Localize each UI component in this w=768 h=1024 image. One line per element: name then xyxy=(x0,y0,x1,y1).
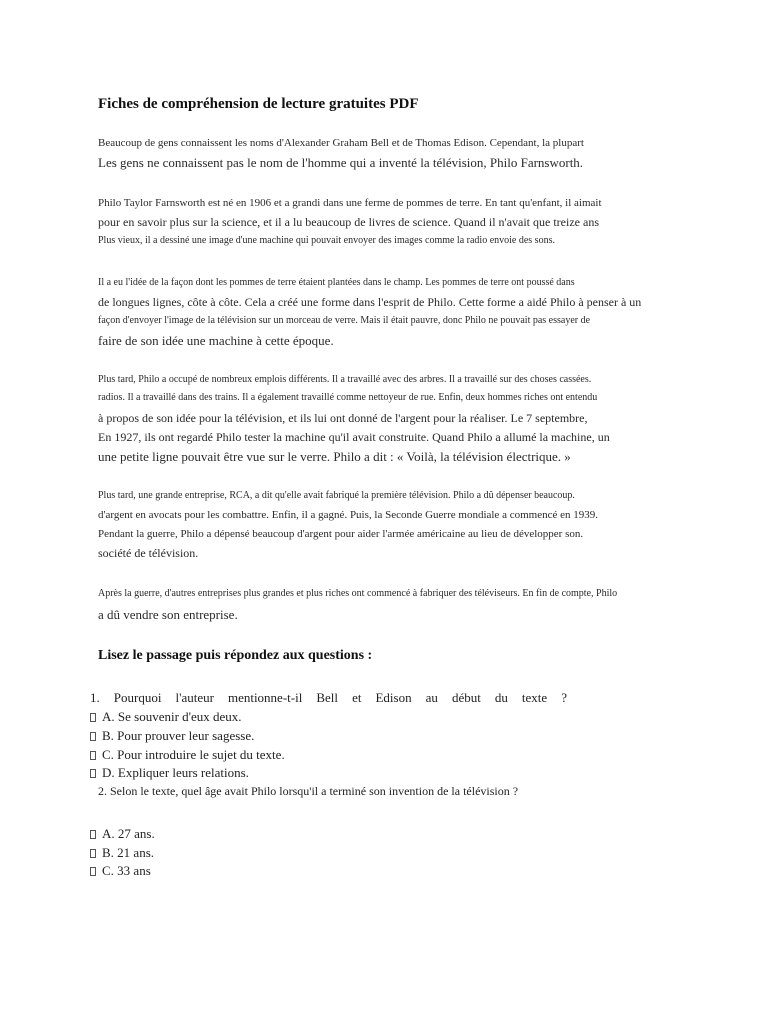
checkbox-icon[interactable] xyxy=(90,867,96,876)
question-word: Pourquoi xyxy=(113,690,162,705)
question-word: début xyxy=(451,690,481,705)
option-label: B. 21 ans. xyxy=(102,845,154,860)
checkbox-icon[interactable] xyxy=(90,732,96,741)
paragraph-5-line-1: Plus tard, une grande entreprise, RCA, a dit qu'elle avait fabriqué la première télévision. Philo a dû dépenser beaucoup. xyxy=(98,490,575,501)
question-2-option-b[interactable] xyxy=(90,845,154,861)
question-word: Edison xyxy=(375,690,412,705)
option-label: B. Pour prouver leur sagesse. xyxy=(102,728,255,743)
paragraph-2-line-2: pour en savoir plus sur la science, et il a lu beaucoup de livres de science. Quand il n'avait que treize ans xyxy=(98,215,599,229)
question-2-option-c[interactable] xyxy=(90,863,151,879)
paragraph-1-line-1: Beaucoup de gens connaissent les noms d'Alexander Graham Bell et de Thomas Edison. Cependant, la plupart xyxy=(98,137,584,149)
paragraph-4-line-5: une petite ligne pouvait être vue sur le verre. Philo a dit : « Voilà, la télévision électrique. » xyxy=(98,449,571,464)
paragraph-3-line-3: façon d'envoyer l'image de la télévision sur un morceau de verre. Mais il était pauvre, donc Philo ne pouvait pas essayer de xyxy=(98,315,591,326)
option-label: A. 27 ans. xyxy=(102,826,155,841)
paragraph-5-line-3: Pendant la guerre, Philo a dépensé beaucoup d'argent pour aider l'armée américaine au lieu de développer son. xyxy=(98,528,584,540)
checkbox-icon[interactable] xyxy=(90,751,96,760)
checkbox-icon[interactable] xyxy=(90,830,96,839)
paragraph-3-line-4: faire de son idée une machine à cette époque. xyxy=(98,333,334,348)
question-word: Bell xyxy=(316,690,339,705)
question-word: du xyxy=(494,690,508,705)
paragraph-1-line-2: Les gens ne connaissent pas le nom de l'homme qui a inventé la télévision, Philo Farnsworth. xyxy=(98,155,584,170)
paragraph-5-line-4: société de télévision. xyxy=(98,546,199,560)
question-word: ? xyxy=(561,690,567,705)
question-1-option-c[interactable] xyxy=(90,747,285,763)
paragraph-3-line-2: de longues lignes, côte à côte. Cela a créé une forme dans l'esprit de Philo. Cette forme a aidé Philo à penser à un xyxy=(98,295,642,309)
paragraph-4-line-2: radios. Il a travaillé dans des trains. Il a également travaillé comme nettoyeur de rue. Enfin, deux hommes riches ont entendu xyxy=(98,392,598,403)
paragraph-2-line-3: Plus vieux, il a dessiné une image d'une machine qui pouvait envoyer des images comme la radio envoie des sons. xyxy=(98,235,555,246)
question-1-text xyxy=(90,690,567,706)
question-2-option-a[interactable] xyxy=(90,826,155,842)
paragraph-6-line-2: a dû vendre son entreprise. xyxy=(98,607,238,622)
question-1-number: 1. xyxy=(90,690,100,705)
paragraph-4-line-3: à propos de son idée pour la télévision, et ils lui ont donné de l'argent pour la réaliser. Le 7 septembre, xyxy=(98,411,588,425)
question-word: mentionne-t-il xyxy=(227,690,303,705)
checkbox-icon[interactable] xyxy=(90,769,96,778)
option-label: C. 33 ans xyxy=(102,863,151,878)
checkbox-icon[interactable] xyxy=(90,849,96,858)
option-label: A. Se souvenir d'eux deux. xyxy=(102,709,242,724)
question-1-option-a[interactable] xyxy=(90,709,242,725)
paragraph-6-line-1: Après la guerre, d'autres entreprises plus grandes et plus riches ont commencé à fabriquer des téléviseurs. En fin de compte, Philo xyxy=(98,588,618,599)
question-2-text: 2. Selon le texte, quel âge avait Philo lorsqu'il a terminé son invention de la télévision ? xyxy=(98,784,519,798)
paragraph-4-line-1: Plus tard, Philo a occupé de nombreux emplois différents. Il a travaillé avec des arbres. Il a travaillé sur des choses cassées. xyxy=(98,374,592,385)
question-word: texte xyxy=(521,690,548,705)
instructions-heading: Lisez le passage puis répondez aux questions : xyxy=(98,648,373,663)
option-label: D. Expliquer leurs relations. xyxy=(102,765,249,780)
option-label: C. Pour introduire le sujet du texte. xyxy=(102,747,285,762)
question-word: l'auteur xyxy=(175,690,214,705)
checkbox-icon[interactable] xyxy=(90,713,96,722)
paragraph-2-line-1: Philo Taylor Farnsworth est né en 1906 et a grandi dans une ferme de pommes de terre. En tant qu'enfant, il aimait xyxy=(98,197,602,209)
question-word: et xyxy=(352,690,362,705)
document-title: Fiches de compréhension de lecture gratuites PDF xyxy=(98,96,419,112)
paragraph-3-line-1: Il a eu l'idée de la façon dont les pommes de terre étaient plantées dans le champ. Les pommes de terre ont poussé dans xyxy=(98,277,575,288)
question-1-option-d[interactable] xyxy=(90,765,249,781)
paragraph-4-line-4: En 1927, ils ont regardé Philo tester la machine qu'il avait construite. Quand Philo a allumé la machine, un xyxy=(98,430,610,444)
paragraph-5-line-2: d'argent en avocats pour les combattre. Enfin, il a gagné. Puis, la Seconde Guerre mondiale a commencé en 1939. xyxy=(98,509,598,521)
question-word: au xyxy=(425,690,438,705)
question-1-option-b[interactable] xyxy=(90,728,254,744)
